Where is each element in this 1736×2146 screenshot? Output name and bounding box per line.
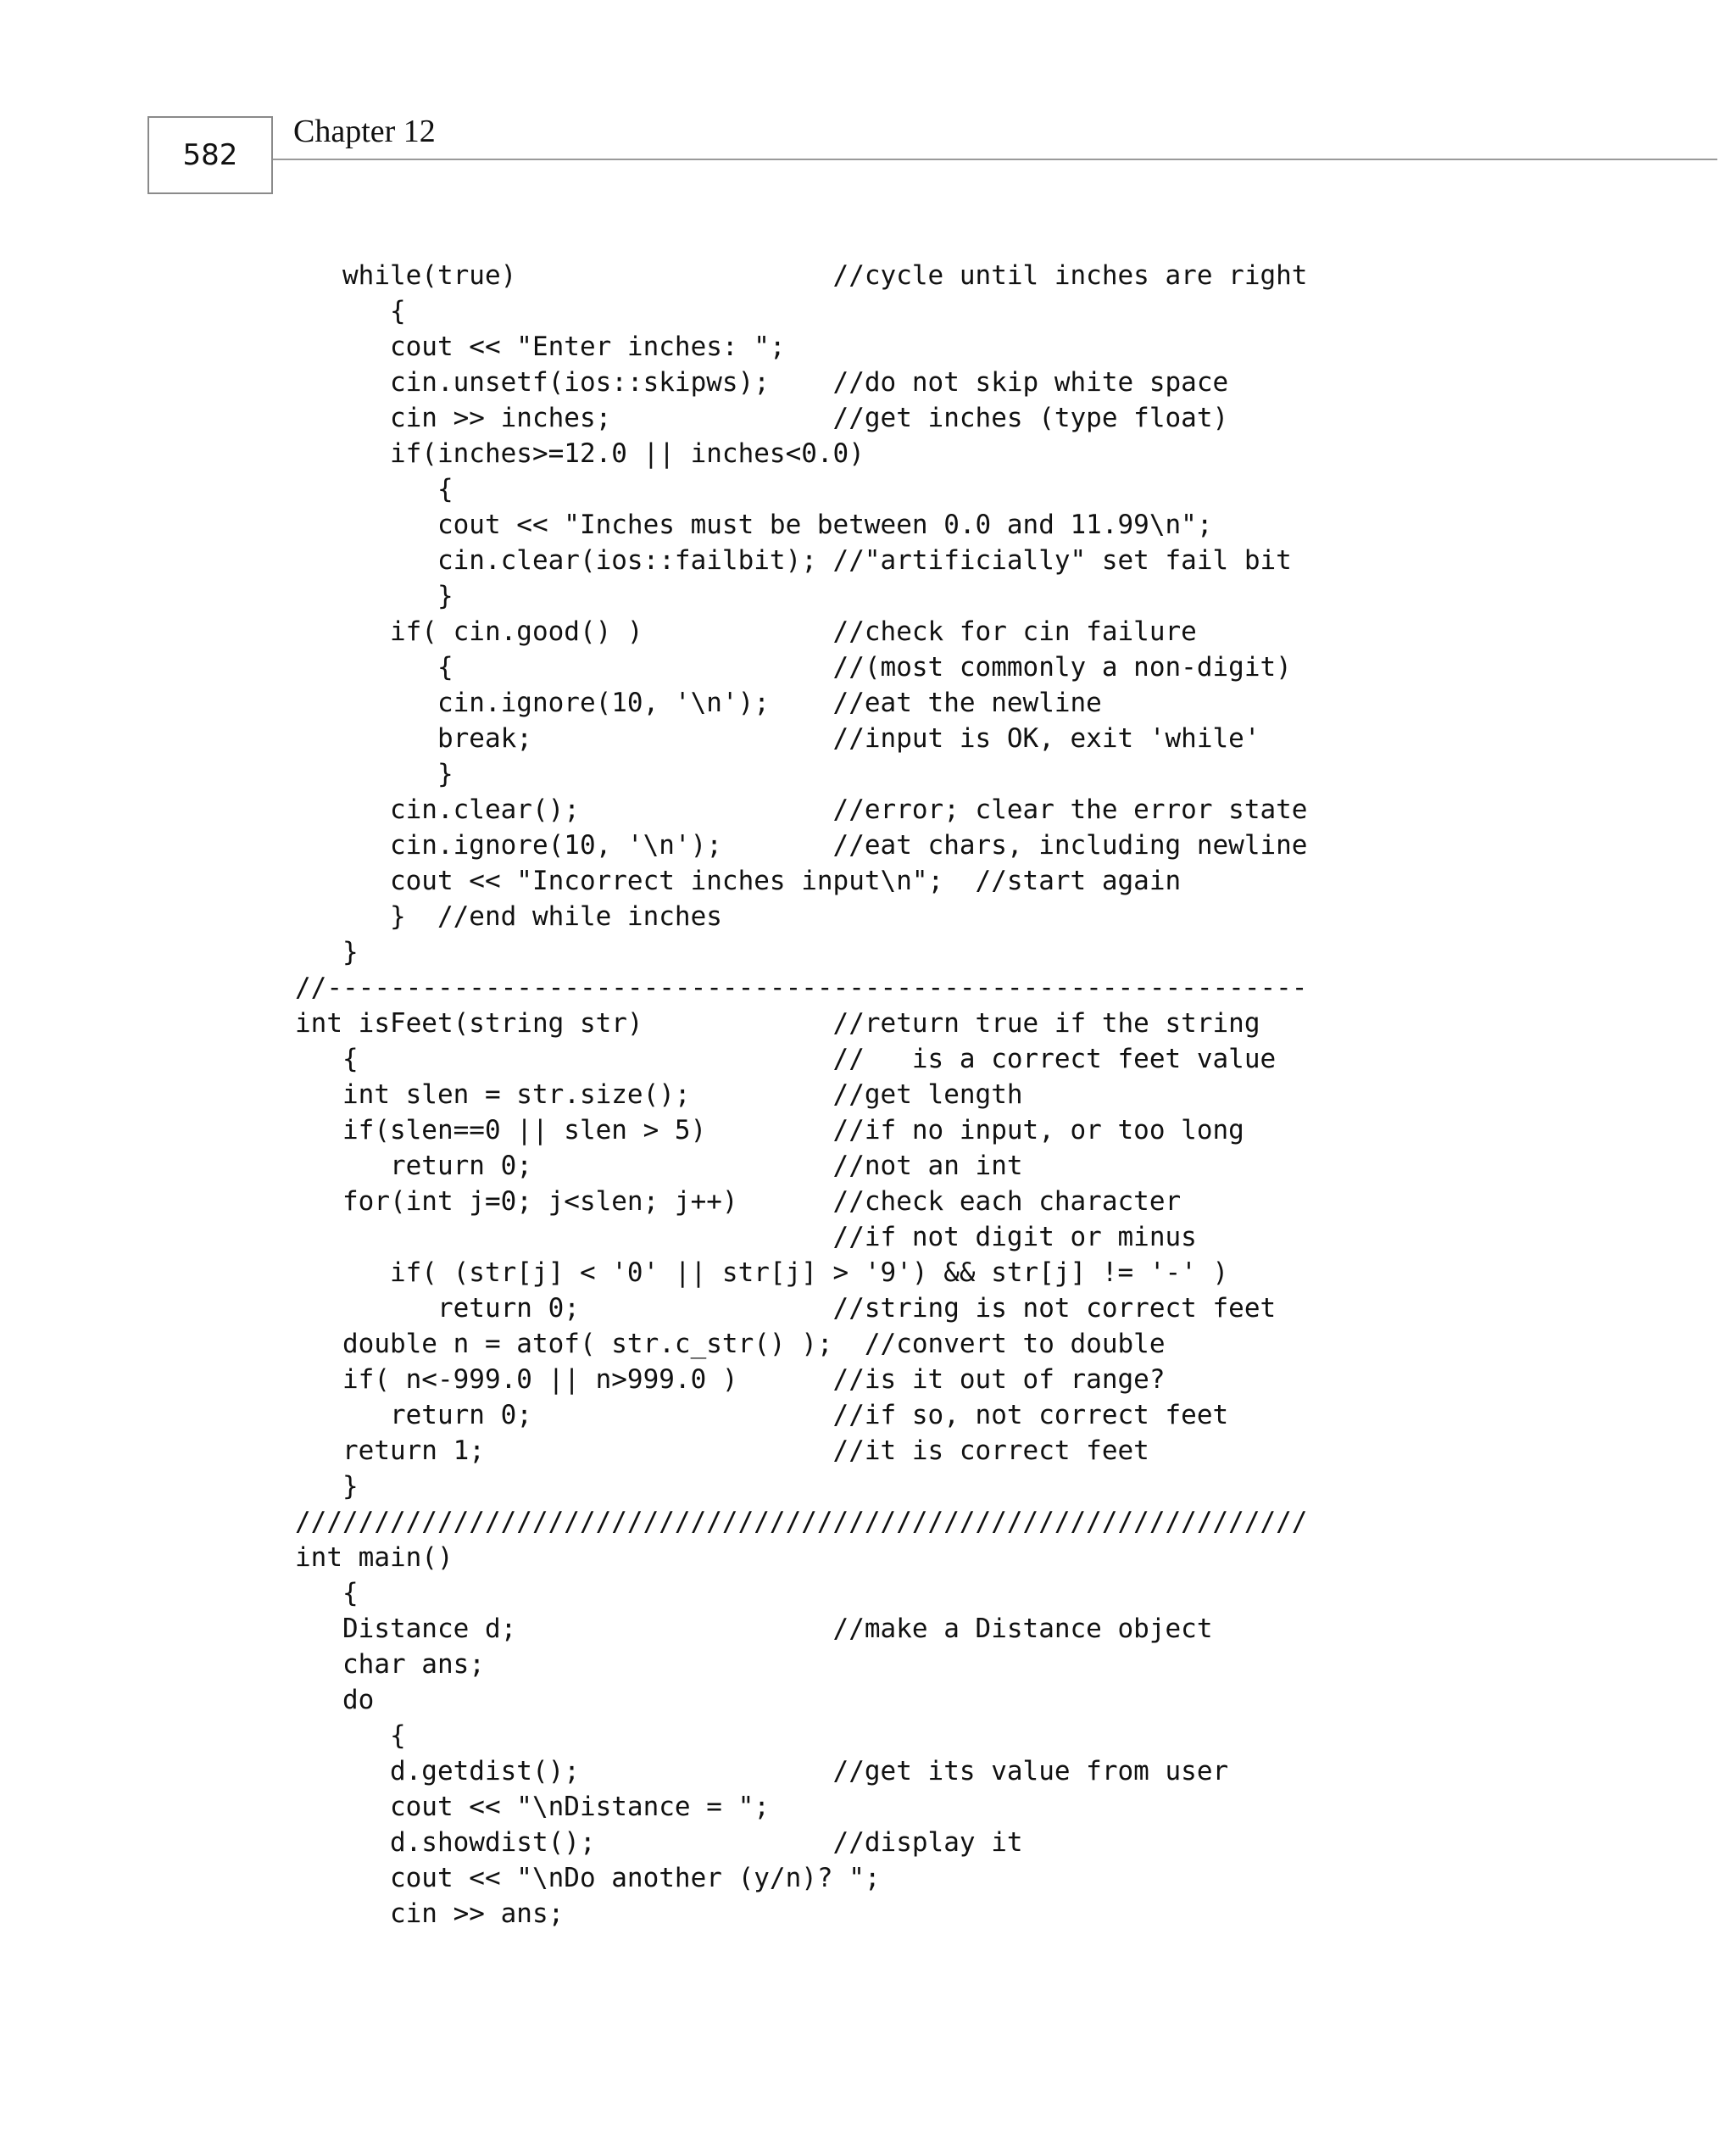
page-number-box	[147, 116, 273, 194]
code-line: Distance d; //make a Distance object	[295, 1614, 1213, 1644]
code-line: }	[295, 759, 453, 789]
code-line: d.getdist(); //get its value from user	[295, 1756, 1229, 1786]
code-line: int slen = str.size(); //get length	[295, 1079, 1023, 1110]
code-line: int isFeet(string str) //return true if the string	[295, 1008, 1260, 1039]
code-line: { //(most commonly a non-digit)	[295, 652, 1292, 683]
code-line: cout << "Enter inches: ";	[295, 332, 786, 362]
code-line: {	[295, 474, 453, 504]
code-line: }	[295, 581, 453, 611]
code-line: //if not digit or minus	[295, 1222, 1197, 1252]
code-line: int main()	[295, 1542, 453, 1573]
code-line: cout << "Incorrect inches input\n"; //start again	[295, 866, 1182, 896]
code-line: if(slen==0 || slen > 5) //if no input, or too long	[295, 1115, 1244, 1145]
code-line: }	[295, 1471, 359, 1502]
code-line: for(int j=0; j<slen; j++) //check each character	[295, 1186, 1182, 1217]
code-line: cin.ignore(10, '\n'); //eat chars, including newline	[295, 830, 1308, 861]
code-line: cin.unsetf(ios::skipws); //do not skip white space	[295, 367, 1229, 398]
code-line: char ans;	[295, 1649, 485, 1680]
code-line: return 0; //if so, not correct feet	[295, 1400, 1229, 1430]
code-line: cout << "\nDistance = ";	[295, 1792, 770, 1822]
code-line: if( n<-999.0 || n>999.0 ) //is it out of range?	[295, 1364, 1166, 1395]
code-line: return 0; //string is not correct feet	[295, 1293, 1277, 1324]
code-line: if( (str[j] < '0' || str[j] > '9') && str[j] != '-' )	[295, 1257, 1229, 1288]
code-line: cout << "Inches must be between 0.0 and 11.99\n";	[295, 510, 1213, 540]
code-line: } //end while inches	[295, 901, 722, 932]
code-line: return 0; //not an int	[295, 1151, 1023, 1181]
code-line: return 1; //it is correct feet	[295, 1435, 1149, 1466]
code-line: cin.clear(); //error; clear the error state	[295, 794, 1308, 825]
code-line: cout << "\nDo another (y/n)? ";	[295, 1863, 881, 1893]
code-line: //--------------------------------------------------------------	[295, 973, 1308, 1003]
header-rule	[273, 159, 1717, 160]
code-line: cin >> inches; //get inches (type float)	[295, 403, 1229, 433]
code-line: do	[295, 1685, 375, 1715]
code-line: }	[295, 937, 359, 967]
code-listing	[295, 258, 1307, 1931]
code-line: {	[295, 296, 406, 326]
code-line: cin.clear(ios::failbit); //"artificially" set fail bit	[295, 545, 1292, 576]
code-line: cin >> ans;	[295, 1898, 565, 1929]
code-line: {	[295, 1720, 406, 1751]
code-line: { // is a correct feet value	[295, 1044, 1277, 1074]
code-line: ////////////////////////////////////////////////////////////////	[295, 1507, 1308, 1537]
code-line: while(true) //cycle until inches are right	[295, 260, 1308, 291]
code-line: break; //input is OK, exit 'while'	[295, 723, 1260, 754]
code-line: if( cin.good() ) //check for cin failure	[295, 616, 1197, 647]
code-line: double n = atof( str.c_str() ); //convert to double	[295, 1329, 1166, 1359]
code-line: {	[295, 1578, 359, 1608]
code-line: if(inches>=12.0 || inches<0.0)	[295, 438, 865, 469]
page-number: 582	[182, 138, 238, 172]
code-line: cin.ignore(10, '\n'); //eat the newline	[295, 688, 1102, 718]
code-line: d.showdist(); //display it	[295, 1827, 1023, 1858]
chapter-title: Chapter 12	[293, 114, 436, 149]
